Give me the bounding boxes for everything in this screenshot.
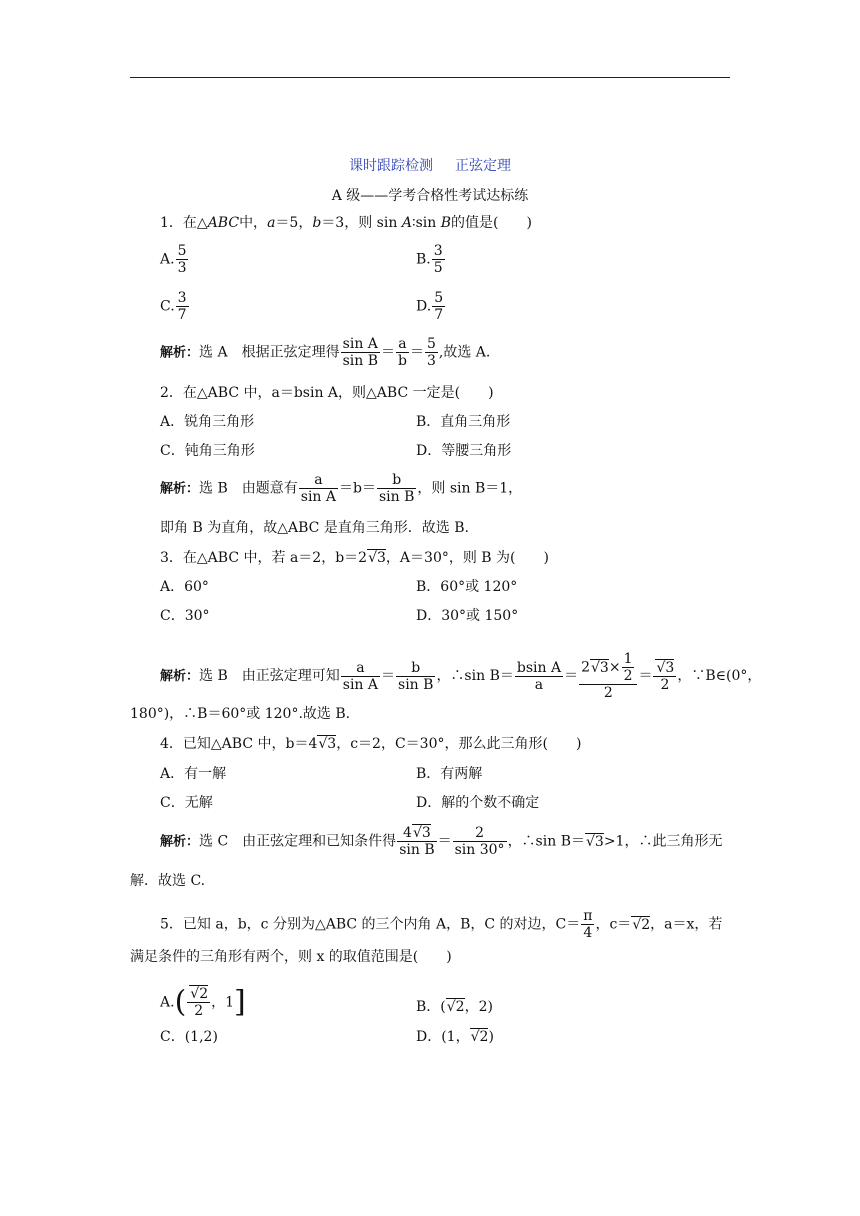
q2-solution-tail: ，则 sin B＝1，: [417, 480, 523, 497]
q5-stem-pre: 5．已知 a，b，c 分别为△ABC 的三个内角 A，B，C 的对边，C＝: [160, 916, 581, 933]
q3-option-c: C．30°: [160, 608, 210, 624]
q1-option-a-den: 3: [177, 260, 187, 276]
q2-solution-frac2-num: b: [377, 472, 416, 489]
q1-solution-frac1: [341, 336, 380, 369]
q5-stem-sqrt: √ 2: [631, 916, 650, 933]
q3-option-d: D．30°或 150°: [416, 608, 519, 624]
q4-option-d: D．解的个数不确定: [416, 795, 540, 811]
q4-stem-pre: 4．已知△ABC 中，b＝4: [160, 736, 318, 752]
q1-option-a-label: A.: [160, 251, 175, 268]
q5-option-a-tail: ，1: [211, 994, 235, 1011]
q4-solution-frac2: [453, 825, 507, 858]
q5-option-b-pre: B．(: [416, 999, 446, 1015]
q3-option-a: A．60°: [160, 579, 209, 595]
q3-solution-frac1-den: sin A: [342, 676, 379, 693]
q3-solution-frac1: [341, 660, 380, 693]
q4-solution-label: 解析：: [160, 834, 200, 850]
q3-solution-label: 解析：: [160, 669, 200, 684]
section-subtitle: A 级——学考合格性考试达标练: [331, 188, 529, 204]
q3-solution-frac4-times: ×: [608, 659, 621, 676]
q5-option-d-post: ): [488, 1029, 494, 1045]
q2-solution-frac1-num: a: [299, 472, 338, 489]
q4-solution-sinb: ，∴sin B＝: [507, 833, 585, 850]
q2-solution: [160, 472, 522, 505]
q3-option-b: B．60°或 120°: [416, 579, 518, 595]
q3-solution-frac5: [653, 660, 676, 693]
q3-solution-frac4-sqrt: √ 3: [590, 659, 609, 676]
q5-stem-frac: [581, 908, 594, 941]
q5-option-b-sqrt: √ 2: [446, 998, 465, 1015]
q3-solution-tail: ，∵B∈(0°，: [677, 668, 762, 684]
q1-solution-frac1-den: sin B: [342, 353, 378, 369]
q1-option-d-num: 5: [434, 290, 444, 306]
q1-stem-A: A: [401, 215, 412, 231]
q4-stem-sqrt: √ 3: [317, 735, 336, 752]
q2-solution-frac1-den: sin A: [300, 489, 337, 505]
q3-solution-frac5-sqrt: √ 3: [655, 659, 674, 676]
q1-option-c-frac: [176, 290, 189, 323]
title-topic: 正弦定理: [455, 158, 511, 174]
q4-option-a: A．有一解: [160, 766, 227, 782]
q5-stem-mid: ，c＝: [595, 916, 632, 933]
q3-solution-frac1-num: a: [341, 660, 380, 677]
q3-solution-eq1: ＝: [381, 668, 396, 684]
q2-solution-line2: 即角 B 为直角，故△ABC 是直角三角形．故选 B.: [160, 520, 469, 536]
q2-option-a: A．锐角三角形: [160, 414, 255, 430]
q1-stem-post: 的值是( ): [451, 215, 532, 231]
q2-solution-mid: ＝b＝: [339, 480, 376, 497]
q5-option-b-post: ，2): [464, 999, 493, 1015]
q1-option-c-den: 7: [177, 307, 187, 323]
q2-solution-label: 解析：: [160, 481, 200, 497]
q1-solution-frac2-num: a: [396, 336, 409, 353]
q4-solution-frac1-sqrt: √ 3: [412, 824, 431, 841]
q3-solution-half: [622, 651, 635, 684]
q5-option-a-left-paren: (: [174, 984, 187, 1020]
q1-option-d-label: D.: [416, 298, 432, 315]
q3-solution-frac5-num: [653, 660, 676, 677]
q1-solution-eq1: ＝: [381, 344, 395, 361]
q3-solution-line2: 180°)，∴B＝60°或 120°.故选 B.: [130, 706, 351, 722]
q5-option-a-num: [187, 986, 210, 1003]
q1-option-c-num: 3: [177, 290, 187, 306]
page-title: [0, 155, 860, 175]
q5-stem-frac-num: π: [583, 908, 593, 924]
q3-solution-frac3-num: bsin A: [516, 659, 562, 676]
q3-solution-eq3: ＝: [638, 668, 653, 684]
q3-solution-frac2: [396, 660, 435, 693]
q1-stem: [160, 214, 532, 232]
q3-solution-frac4-num: [579, 651, 637, 685]
q4-solution-frac2-den: sin 30°: [454, 842, 505, 858]
q2-stem: 2．在△ABC 中，a＝bsin A，则△ABC 一定是( ): [160, 385, 494, 401]
q2-solution-frac1: [299, 472, 338, 505]
q2-solution-text: 选 B 由题意有: [199, 480, 298, 497]
q1-option-d: [416, 290, 446, 323]
q3-solution-sinb: ，∴sin B＝: [436, 668, 514, 684]
q5-stem-line2: 满足条件的三角形有两个，则 x 的取值范围是( ): [130, 949, 452, 965]
q4-solution-line2: 解．故选 C.: [130, 873, 206, 889]
q1-solution: [160, 336, 490, 369]
q4-solution-frac2-num: 2: [453, 825, 507, 842]
q1-solution-frac3-num: 5: [426, 336, 436, 352]
q1-option-b-den: 5: [433, 260, 443, 276]
q1-stem-ratio: ∶sin: [411, 215, 441, 231]
q5-option-d-pre: D．(1，: [416, 1029, 470, 1045]
q1-option-b: [416, 243, 446, 276]
q1-solution-text: 选 A 根据正弦定理得: [199, 344, 340, 361]
q1-stem-B: B: [440, 215, 452, 231]
q2-solution-frac2-den: sin B: [378, 489, 415, 505]
q5-option-a-right-bracket: ]: [234, 984, 246, 1020]
q4-solution-text: 选 C 由正弦定理和已知条件得: [199, 833, 397, 850]
q5-option-d: [416, 1028, 494, 1046]
q1-solution-label: 解析：: [160, 345, 200, 361]
q3-stem-sqrt: √ 3: [367, 549, 386, 566]
q1-option-a-frac: [176, 243, 189, 276]
q1-solution-frac1-num: sin A: [341, 336, 380, 353]
q4-stem: [160, 735, 581, 753]
q1-option-d-den: 7: [434, 307, 444, 323]
q5-stem-frac-den: 4: [583, 925, 593, 941]
q4-solution-frac1: [397, 825, 436, 858]
q1-option-d-frac: [432, 290, 445, 323]
q3-solution-frac2-den: sin B: [398, 676, 434, 693]
q3-solution-frac4-den: 2: [603, 685, 613, 701]
q5-option-d-sqrt: √ 2: [470, 1028, 489, 1045]
q5-option-a-den: 2: [194, 1003, 204, 1019]
title-main: 课时跟踪检测: [349, 158, 433, 174]
q5-option-a: [160, 986, 246, 1019]
q5-option-a-sqrt: √ 2: [189, 985, 208, 1002]
q5-option-a-frac: [187, 986, 210, 1019]
q1-stem-eq2: ＝3，则 sin: [321, 215, 402, 231]
q1-stem-pre: 1．在△: [160, 215, 208, 231]
header-rule: [130, 77, 730, 78]
q1-solution-frac2: [396, 336, 409, 369]
q3-solution-half-num: 1: [623, 651, 633, 667]
q4-stem-post: ，c＝2，C＝30°，那么此三角形( ): [336, 736, 582, 752]
q4-option-b: B．有两解: [416, 766, 483, 782]
q1-stem-a: a: [267, 215, 276, 231]
q2-option-c: C．钝角三角形: [160, 443, 255, 459]
q1-solution-frac3: [425, 336, 438, 369]
q4-solution-frac1-num: [397, 825, 436, 842]
q1-option-c-label: C.: [160, 298, 175, 315]
q3-solution-frac3-den: a: [534, 676, 544, 693]
q1-stem-var: ABC: [207, 215, 240, 231]
q3-solution-frac3: [515, 660, 563, 693]
q1-solution-frac2-den: b: [398, 353, 407, 369]
q4-solution: [160, 825, 722, 858]
q3-solution-frac4-coef: 2: [581, 659, 590, 676]
q2-solution-frac2: [377, 472, 416, 505]
q3-stem: [160, 549, 549, 567]
q5-option-c: C．(1,2): [160, 1029, 218, 1045]
q3-solution-half-den: 2: [623, 668, 633, 684]
q1-solution-frac3-den: 3: [426, 353, 436, 369]
q2-option-b: B．直角三角形: [416, 414, 511, 430]
q4-solution-eq: ＝: [437, 833, 452, 850]
q1-stem-b: b: [312, 215, 322, 231]
q1-option-b-label: B.: [416, 251, 431, 268]
q5-stem-post: ，a＝x，若: [650, 916, 723, 933]
q1-option-a: [160, 243, 189, 276]
q2-option-d: D．等腰三角形: [416, 443, 512, 459]
q3-solution-text: 选 B 由正弦定理可知: [199, 668, 340, 684]
q3-stem-post: ，A＝30°，则 B 为( ): [385, 550, 549, 566]
q1-option-c: [160, 290, 190, 323]
q3-solution-frac2-num: b: [396, 660, 435, 677]
q3-solution: [160, 651, 761, 701]
q1-option-a-num: 5: [177, 243, 187, 259]
q5-option-b: [416, 998, 493, 1016]
q3-solution-frac5-den: 2: [660, 676, 670, 693]
q5-option-a-label: A.: [160, 994, 175, 1011]
q3-stem-pre: 3．在△ABC 中，若 a＝2，b＝2: [160, 550, 368, 566]
q1-solution-eq2: ＝: [409, 344, 424, 361]
q1-option-b-frac: [432, 243, 445, 276]
q1-stem-mid: 中，: [239, 215, 268, 231]
q5-stem: [160, 908, 722, 941]
q4-solution-frac1-den: sin B: [399, 842, 435, 858]
q1-solution-conclusion: ,故选 A.: [438, 344, 491, 361]
q4-solution-sqrt: √ 3: [585, 833, 604, 850]
q3-solution-eq2: ＝: [564, 668, 579, 684]
q1-option-b-num: 3: [433, 243, 443, 259]
q3-solution-frac4: [579, 651, 637, 701]
q1-stem-eq1: ＝5，: [275, 215, 313, 231]
q4-solution-frac1-coef: 4: [403, 825, 412, 841]
q4-option-c: C．无解: [160, 795, 213, 811]
q4-solution-tail: >1，∴此三角形无: [603, 833, 723, 850]
